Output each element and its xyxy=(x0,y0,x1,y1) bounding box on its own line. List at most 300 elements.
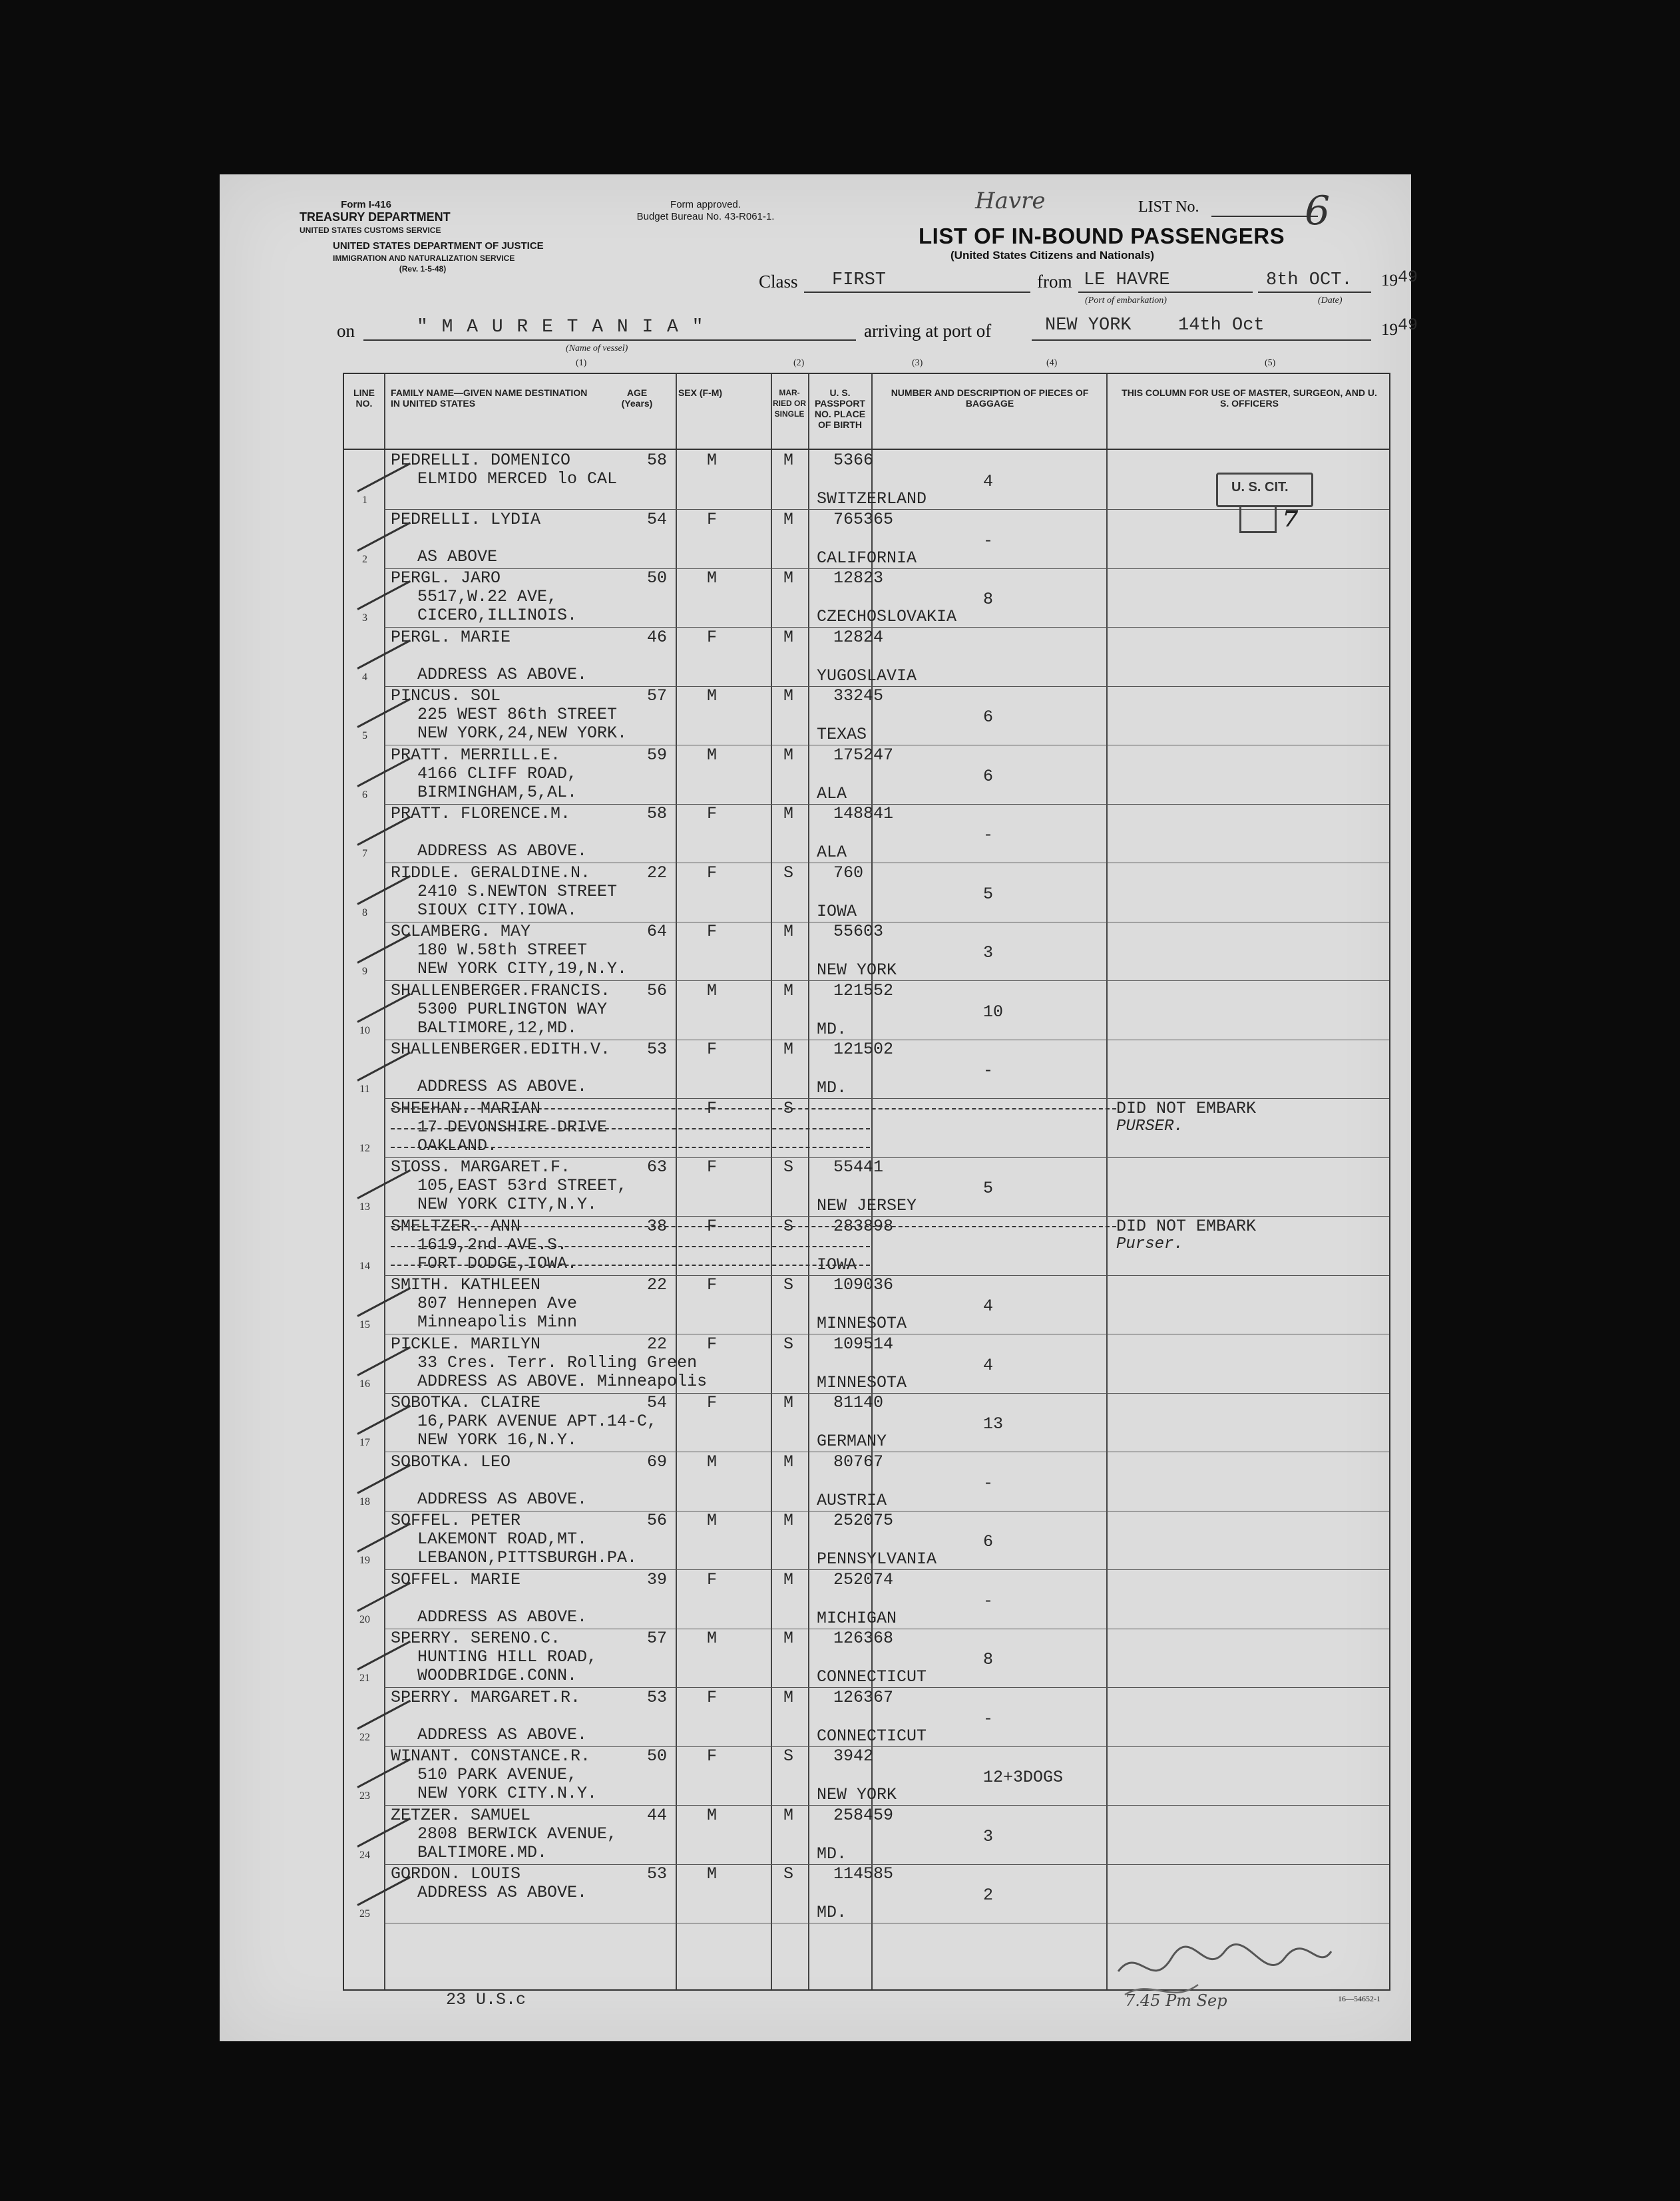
passenger-name: WINANT. CONSTANCE.R. xyxy=(391,1746,591,1766)
line-number: 20 xyxy=(359,1613,370,1625)
arrival-date: 14th Oct xyxy=(1178,315,1265,335)
place-of-birth: NEW YORK xyxy=(817,1785,897,1804)
passport-number: 258459 xyxy=(833,1805,894,1825)
marital-status: M xyxy=(783,627,794,647)
address-line-1: 1619,2nd AVE.S. xyxy=(417,1235,568,1255)
passport-number: 109036 xyxy=(833,1275,894,1295)
address-line-1: 105,EAST 53rd STREET, xyxy=(417,1176,628,1195)
address-line-2: FORT DODGE,IOWA. xyxy=(417,1253,578,1273)
strike-through-line xyxy=(391,1246,870,1247)
sex: M xyxy=(707,745,718,765)
marital-status: M xyxy=(783,451,794,470)
table-row xyxy=(344,1452,1389,1511)
check-mark xyxy=(357,1523,411,1553)
place-of-birth: IOWA xyxy=(817,901,857,921)
line-number: 24 xyxy=(359,1849,370,1861)
place-of-birth: MINNESOTA xyxy=(817,1314,907,1333)
check-mark xyxy=(357,934,411,964)
passport-number: 109514 xyxy=(833,1334,894,1354)
place-of-birth: MD. xyxy=(817,1019,847,1039)
table-row xyxy=(344,1629,1389,1687)
table-row xyxy=(344,628,1389,686)
marital-status: S xyxy=(783,1275,794,1295)
address-line-2: LEBANON,PITTSBURGH.PA. xyxy=(417,1548,638,1567)
sex: M xyxy=(707,980,718,1000)
purser-signature-label: PURSER. xyxy=(1116,1117,1183,1135)
passport-number: 121502 xyxy=(833,1040,894,1059)
handwritten-port: Havre xyxy=(975,188,1046,214)
passport-number: 12824 xyxy=(833,627,884,647)
line-number: 11 xyxy=(359,1084,370,1095)
place-of-birth: PENNSYLVANIA xyxy=(817,1549,937,1569)
place-of-birth: SWITZERLAND xyxy=(817,489,927,508)
age: 57 xyxy=(647,1629,668,1648)
line-number: 9 xyxy=(362,966,367,977)
address-line-1: 807 Hennepen Ave xyxy=(417,1294,578,1313)
check-mark xyxy=(357,1052,411,1082)
passenger-table xyxy=(343,373,1390,1991)
line-number: 5 xyxy=(362,730,367,741)
check-mark xyxy=(357,1699,411,1729)
sex: M xyxy=(707,1864,718,1884)
passenger-name: SHALLENBERGER.EDITH.V. xyxy=(391,1040,611,1059)
check-mark xyxy=(357,1287,411,1317)
sex: F xyxy=(707,1040,718,1059)
line-number: 1 xyxy=(362,495,367,506)
passport-number: 55603 xyxy=(833,922,884,941)
place-of-birth: MD. xyxy=(817,1078,847,1098)
marital-status: S xyxy=(783,863,794,883)
address-line-1: ADDRESS AS ABOVE. xyxy=(417,1883,588,1902)
marital-status: S xyxy=(783,1864,794,1884)
strike-through-line xyxy=(391,1226,1116,1227)
passenger-name: SOFFEL. MARIE xyxy=(391,1569,521,1589)
age: 58 xyxy=(647,451,668,470)
table-row xyxy=(344,1393,1389,1452)
age: 50 xyxy=(647,568,668,588)
passport-number: 121552 xyxy=(833,980,894,1000)
passport-number: 114585 xyxy=(833,1864,894,1884)
baggage-count: - xyxy=(983,825,994,845)
address-line-1: 225 WEST 86th STREET xyxy=(417,705,618,724)
passport-number: 283898 xyxy=(833,1216,894,1236)
check-mark xyxy=(357,1405,411,1435)
marital-status: S xyxy=(783,1746,794,1766)
baggage-count: 12+3DOGS xyxy=(983,1768,1064,1787)
marital-status: M xyxy=(783,1452,794,1472)
address-line-1: 33 Cres. Terr. Rolling Green xyxy=(417,1352,698,1372)
revision-date: (Rev. 1-5-48) xyxy=(399,264,447,274)
header-married: MAR-RIED OR SINGLE xyxy=(772,388,806,419)
marital-status: S xyxy=(783,1334,794,1354)
address-line-2: AS ABOVE xyxy=(417,546,498,566)
passenger-name: SHEEHAN. MARIAN xyxy=(391,1098,541,1118)
address-line-2: CICERO,ILLINOIS. xyxy=(417,606,578,625)
print-code: 16—54652-1 xyxy=(1338,1994,1380,2003)
passenger-name: PRATT. MERRILL.E. xyxy=(391,745,561,765)
line-number: 21 xyxy=(359,1673,370,1684)
year-prefix-2: 19 xyxy=(1381,321,1398,339)
passport-number: 33245 xyxy=(833,686,884,705)
officer-note: DID NOT EMBARK xyxy=(1116,1216,1257,1236)
check-mark xyxy=(357,1581,411,1611)
passenger-name: ZETZER. SAMUEL xyxy=(391,1805,531,1825)
baggage-count: 10 xyxy=(983,1002,1004,1022)
address-line-1: 16,PARK AVENUE APT.14-C, xyxy=(417,1412,658,1431)
address-line-2: ADDRESS AS ABOVE. xyxy=(417,1724,588,1744)
passenger-name: STOSS. MARGARET.F. xyxy=(391,1157,571,1177)
baggage-count: - xyxy=(983,1708,994,1728)
age: 38 xyxy=(647,1216,668,1236)
sex: F xyxy=(707,1687,718,1707)
strike-through-line xyxy=(391,1108,1116,1109)
purser-signature-label: Purser. xyxy=(1116,1235,1183,1253)
line-number: 19 xyxy=(359,1555,370,1566)
department-justice: UNITED STATES DEPARTMENT OF JUSTICE xyxy=(333,240,544,252)
marital-status: M xyxy=(783,1393,794,1412)
place-of-birth: ALA xyxy=(817,783,847,803)
table-row xyxy=(344,1688,1389,1746)
line-number: 4 xyxy=(362,671,367,683)
sex: F xyxy=(707,1098,718,1118)
baggage-count: 6 xyxy=(983,707,994,727)
list-number-label: LIST No. xyxy=(1138,198,1199,216)
table-row xyxy=(344,1511,1389,1569)
age: 69 xyxy=(647,1452,668,1472)
baggage-count: 5 xyxy=(983,884,994,904)
baggage-count: - xyxy=(983,1061,994,1080)
line-number: 18 xyxy=(359,1496,370,1507)
check-mark xyxy=(357,1464,411,1494)
passenger-name: SPERRY. SERENO.C. xyxy=(391,1629,561,1648)
table-row xyxy=(344,745,1389,804)
sex: F xyxy=(707,804,718,823)
date-caption: (Date) xyxy=(1318,296,1343,305)
passport-number: 80767 xyxy=(833,1452,884,1472)
check-mark xyxy=(357,698,411,728)
table-row xyxy=(344,981,1389,1040)
place-of-birth: NEW YORK xyxy=(817,960,897,980)
address-line-1: 5300 PURLINGTON WAY xyxy=(417,999,608,1019)
table-row xyxy=(344,1334,1389,1393)
passenger-name: SOBOTKA. CLAIRE xyxy=(391,1393,541,1412)
check-mark xyxy=(357,521,411,551)
passenger-name: PICKLE. MARILYN xyxy=(391,1334,541,1354)
baggage-count: 4 xyxy=(983,1355,994,1375)
address-line-2: BALTIMORE.MD. xyxy=(417,1842,548,1862)
address-line-2: NEW YORK CITY.N.Y. xyxy=(417,1784,598,1803)
passport-number: 760 xyxy=(833,863,864,883)
age: 64 xyxy=(647,922,668,941)
sex: M xyxy=(707,1629,718,1648)
age: 22 xyxy=(647,1334,668,1354)
table-row xyxy=(344,1099,1389,1157)
passport-number: 175247 xyxy=(833,745,894,765)
baggage-count: 3 xyxy=(983,1826,994,1846)
table-row xyxy=(344,863,1389,922)
line-number: 6 xyxy=(362,789,367,801)
check-mark xyxy=(357,463,411,493)
table-row xyxy=(344,1275,1389,1334)
baggage-count: 6 xyxy=(983,766,994,786)
address-line-2: ADDRESS AS ABOVE. Minneapolis xyxy=(417,1371,708,1391)
passenger-name: GORDON. LOUIS xyxy=(391,1864,521,1884)
baggage-count: 4 xyxy=(983,472,994,491)
age: 59 xyxy=(647,745,668,765)
sex: F xyxy=(707,1334,718,1354)
age: 53 xyxy=(647,1864,668,1884)
table-row xyxy=(344,804,1389,863)
marital-status: M xyxy=(783,1687,794,1707)
sex: F xyxy=(707,1393,718,1412)
place-of-birth: CONNECTICUT xyxy=(817,1726,927,1746)
passenger-name: SOFFEL. PETER xyxy=(391,1511,521,1530)
embarkation-port: LE HAVRE xyxy=(1084,270,1170,290)
line-number: 23 xyxy=(359,1790,370,1802)
address-line-1: ELMIDO MERCED lo CAL xyxy=(417,469,618,489)
age: 63 xyxy=(647,1157,668,1177)
officer-note: DID NOT EMBARK xyxy=(1116,1098,1257,1118)
passenger-name: RIDDLE. GERALDINE.N. xyxy=(391,863,591,883)
address-line-2: BALTIMORE,12,MD. xyxy=(417,1018,578,1038)
line-number: 12 xyxy=(359,1142,370,1154)
baggage-count: 3 xyxy=(983,943,994,962)
baggage-count: - xyxy=(983,1591,994,1611)
line-number: 16 xyxy=(359,1378,370,1390)
passport-number: 126367 xyxy=(833,1687,894,1707)
marital-status: M xyxy=(783,804,794,823)
line-number: 7 xyxy=(362,848,367,859)
table-row xyxy=(344,568,1389,627)
place-of-birth: MD. xyxy=(817,1844,847,1864)
line-number: 15 xyxy=(359,1319,370,1330)
stamp-mark-box xyxy=(1239,507,1277,533)
table-row xyxy=(344,1570,1389,1629)
passenger-name: PINCUS. SOL xyxy=(391,686,501,705)
embarkation-date: 8th OCT. xyxy=(1266,270,1353,290)
place-of-birth: AUSTRIA xyxy=(817,1490,887,1510)
marital-status: M xyxy=(783,922,794,941)
address-line-1: 17 DEVONSHIRE DRIVE xyxy=(417,1117,608,1137)
passenger-name: PEDRELLI. DOMENICO xyxy=(391,451,571,470)
line-number: 3 xyxy=(362,612,367,624)
vessel-name: " M A U R E T A N I A " xyxy=(417,317,705,337)
age: 53 xyxy=(647,1040,668,1059)
check-mark xyxy=(357,1169,411,1199)
check-mark xyxy=(357,1876,411,1906)
marital-status: M xyxy=(783,1511,794,1530)
age: 44 xyxy=(647,1805,668,1825)
sex: M xyxy=(707,686,718,705)
header-age: AGE (Years) xyxy=(621,387,653,409)
passport-number: 12823 xyxy=(833,568,884,588)
baggage-count: 6 xyxy=(983,1532,994,1551)
arriving-label: arriving at port of xyxy=(864,321,992,341)
age: 56 xyxy=(647,980,668,1000)
strike-through-line xyxy=(391,1147,870,1148)
place-of-birth: MINNESOTA xyxy=(817,1372,907,1392)
check-mark xyxy=(357,992,411,1022)
baggage-count: 5 xyxy=(983,1179,994,1198)
address-line-1: 180 W.58th STREET xyxy=(417,940,588,960)
line-number: 22 xyxy=(359,1731,370,1743)
header-line-no: LINE NO. xyxy=(353,387,375,409)
age: 58 xyxy=(647,804,668,823)
table-row xyxy=(344,510,1389,568)
list-number-value: 6 xyxy=(1305,188,1331,234)
address-line-2: ADDRESS AS ABOVE. xyxy=(417,1607,588,1627)
check-mark xyxy=(357,875,411,904)
place-of-birth: NEW JERSEY xyxy=(817,1196,917,1215)
sex: M xyxy=(707,451,718,470)
arrival-port: NEW YORK xyxy=(1045,315,1132,335)
table-row xyxy=(344,1746,1389,1805)
passport-number: 55441 xyxy=(833,1157,884,1177)
budget-bureau: Budget Bureau No. 43-R061-1. xyxy=(636,211,775,222)
table-row xyxy=(344,1040,1389,1098)
place-of-birth: MD. xyxy=(817,1903,847,1922)
place-of-birth: ALA xyxy=(817,843,847,862)
column-number-2: (2) xyxy=(793,358,805,368)
age: 56 xyxy=(647,1511,668,1530)
place-of-birth: MICHIGAN xyxy=(817,1608,897,1628)
sex: F xyxy=(707,509,718,529)
passport-number: 81140 xyxy=(833,1393,884,1412)
passport-number: 3942 xyxy=(833,1746,874,1766)
class-value: FIRST xyxy=(832,270,887,290)
address-line-1: 2410 S.NEWTON STREET xyxy=(417,881,618,901)
address-line-2: Minneapolis Minn xyxy=(417,1312,578,1332)
header-baggage: NUMBER AND DESCRIPTION OF PIECES OF BAGGAGE xyxy=(891,387,1089,409)
marital-status: M xyxy=(783,568,794,588)
address-line-1: 510 PARK AVENUE, xyxy=(417,1765,578,1784)
address-line-1: HUNTING HILL ROAD, xyxy=(417,1647,598,1667)
line-number: 2 xyxy=(362,553,367,565)
place-of-birth: GERMANY xyxy=(817,1432,887,1451)
age: 54 xyxy=(647,1393,668,1412)
address-line-2: OAKLAND. xyxy=(417,1135,498,1155)
address-line-2: ADDRESS AS ABOVE. xyxy=(417,664,588,684)
place-of-birth: CZECHOSLOVAKIA xyxy=(817,607,957,626)
age: 50 xyxy=(647,1746,668,1766)
sex: F xyxy=(707,627,718,647)
sex: F xyxy=(707,922,718,941)
address-line-2: ADDRESS AS ABOVE. xyxy=(417,1077,588,1096)
line-number: 10 xyxy=(359,1024,370,1036)
baggage-count: 8 xyxy=(983,590,994,609)
sex: M xyxy=(707,568,718,588)
marital-status: M xyxy=(783,686,794,705)
strike-through-line xyxy=(391,1128,870,1129)
line-number: 13 xyxy=(359,1201,370,1213)
place-of-birth: CONNECTICUT xyxy=(817,1667,927,1687)
sex: M xyxy=(707,1452,718,1472)
passenger-name: SHALLENBERGER.FRANCIS. xyxy=(391,980,611,1000)
place-of-birth: TEXAS xyxy=(817,725,867,744)
age: 54 xyxy=(647,509,668,529)
place-of-birth: YUGOSLAVIA xyxy=(817,666,917,686)
line-number: 8 xyxy=(362,906,367,918)
table-row xyxy=(344,1864,1389,1923)
passenger-name: SMITH. KATHLEEN xyxy=(391,1275,541,1295)
department-treasury: TREASURY DEPARTMENT xyxy=(300,210,451,224)
marital-status: M xyxy=(783,1569,794,1589)
header-name: FAMILY NAME—GIVEN NAME DESTINATION IN UNITED STATES xyxy=(391,387,588,409)
age: 22 xyxy=(647,1275,668,1295)
embarkation-year: 49 xyxy=(1398,268,1418,287)
marital-status: M xyxy=(783,1629,794,1648)
marital-status: S xyxy=(783,1157,794,1177)
marital-status: M xyxy=(783,980,794,1000)
baggage-count: 2 xyxy=(983,1886,994,1905)
check-mark xyxy=(357,580,411,610)
line-number: 25 xyxy=(359,1908,370,1919)
table-row xyxy=(344,686,1389,745)
passport-number: 148841 xyxy=(833,804,894,823)
column-number-1: (1) xyxy=(576,358,587,368)
stamp-mark: 7 xyxy=(1283,506,1299,532)
passport-number: 252074 xyxy=(833,1569,894,1589)
passport-number: 126368 xyxy=(833,1629,894,1648)
document-title: LIST OF IN-BOUND PASSENGERS xyxy=(919,224,1285,248)
line-number: 14 xyxy=(359,1260,370,1272)
passenger-name: SOBOTKA. LEO xyxy=(391,1452,511,1472)
sex: M xyxy=(707,1805,718,1825)
year-prefix: 19 xyxy=(1381,272,1398,290)
address-line-1: 4166 CLIFF ROAD, xyxy=(417,763,578,783)
sex: F xyxy=(707,1746,718,1766)
us-citizen-stamp xyxy=(1216,473,1313,507)
column-number-5: (5) xyxy=(1265,358,1276,368)
marital-status: S xyxy=(783,1098,794,1118)
column-number-4: (4) xyxy=(1046,358,1058,368)
address-line-2: ADDRESS AS ABOVE. xyxy=(417,1489,588,1509)
sex: F xyxy=(707,1157,718,1177)
table-row xyxy=(344,1806,1389,1864)
passenger-manifest-sheet xyxy=(220,174,1418,2041)
passport-number: 765365 xyxy=(833,509,894,529)
passport-number: 5366 xyxy=(833,451,874,470)
passenger-name: SCLAMBERG. MAY xyxy=(391,922,531,941)
address-line-2: NEW YORK 16,N.Y. xyxy=(417,1430,578,1450)
citizen-count: 23 U.S.c xyxy=(446,1990,526,2009)
header-sex: SEX (F-M) xyxy=(678,387,723,398)
baggage-count: - xyxy=(983,1473,994,1493)
column-number-3: (3) xyxy=(912,358,923,368)
address-line-1: 2808 BERWICK AVENUE, xyxy=(417,1824,618,1844)
sex: F xyxy=(707,1216,718,1236)
check-mark xyxy=(357,1346,411,1376)
place-of-birth: CALIFORNIA xyxy=(817,548,917,568)
check-mark xyxy=(357,816,411,846)
age: 39 xyxy=(647,1569,668,1589)
address-line-2: BIRMINGHAM,5,AL. xyxy=(417,782,578,802)
passenger-name: PERGL. MARIE xyxy=(391,627,511,647)
table-row xyxy=(344,922,1389,980)
baggage-count: 8 xyxy=(983,1650,994,1669)
stamp-text: U. S. CIT. xyxy=(1231,480,1289,495)
embarkation-caption: (Port of embarkation) xyxy=(1085,296,1167,305)
sex: F xyxy=(707,1569,718,1589)
marital-status: M xyxy=(783,1805,794,1825)
passenger-name: PERGL. JARO xyxy=(391,568,501,588)
age: 57 xyxy=(647,686,668,705)
check-mark xyxy=(357,1758,411,1788)
baggage-count: 4 xyxy=(983,1297,994,1316)
marital-status: M xyxy=(783,745,794,765)
baggage-count: 13 xyxy=(983,1414,1004,1434)
strike-through-line xyxy=(391,1265,870,1266)
